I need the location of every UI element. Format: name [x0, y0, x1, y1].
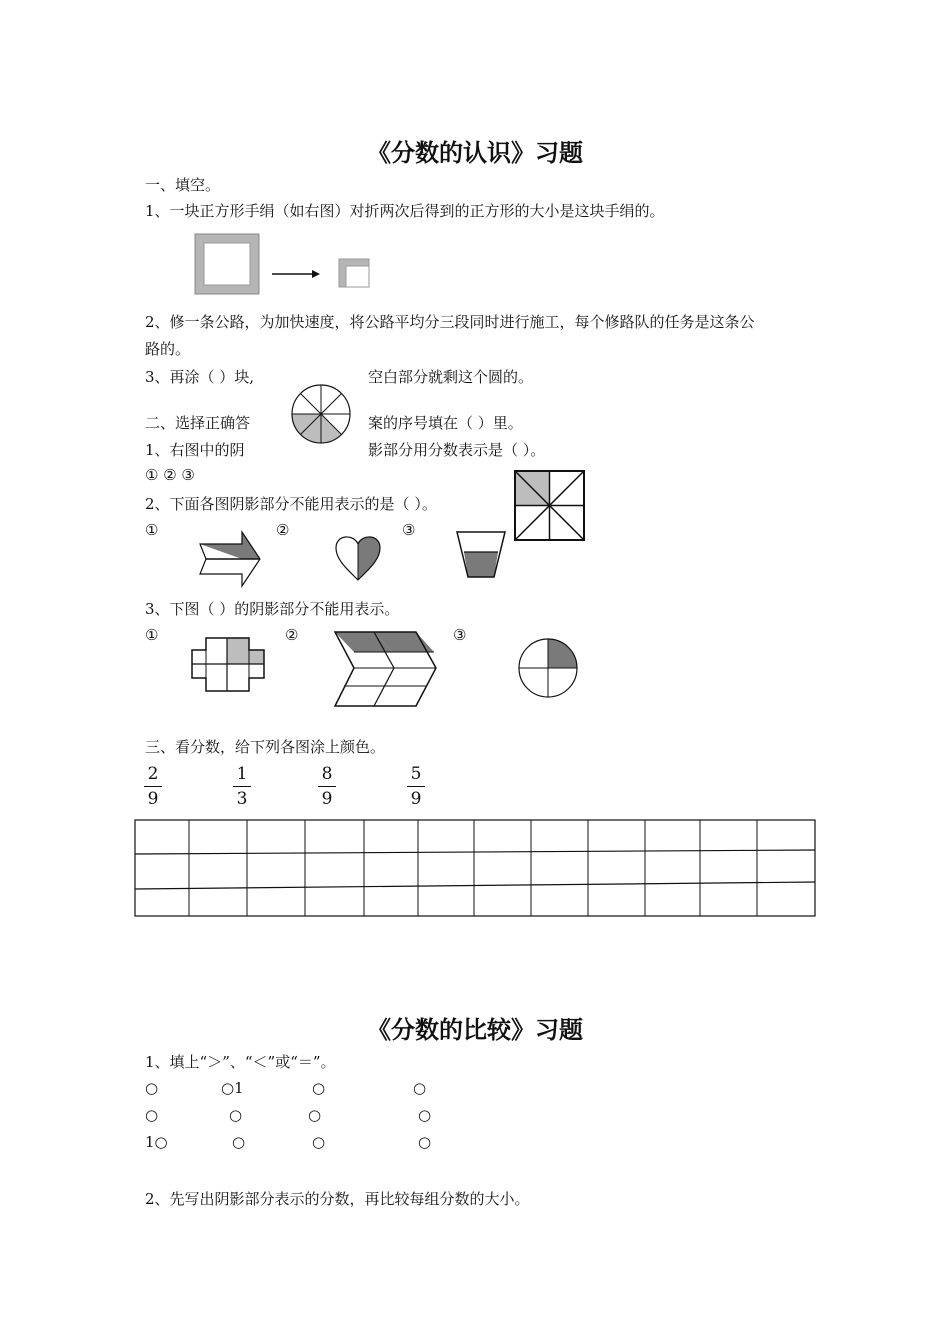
cup-figure — [455, 530, 507, 580]
fraction-2-numerator: 1 — [236, 764, 248, 784]
part2-q3-label-1: ① — [145, 626, 159, 644]
part2-q2-label-1: ① — [145, 521, 159, 539]
section2-title: 《分数的比较》习题 — [367, 1015, 583, 1044]
heart-figure — [334, 532, 384, 584]
part2-question-2: 2、下面各图阴影部分不能用表示的是（ ）。 — [145, 495, 437, 513]
compare-r2-c2[interactable]: ○ — [229, 1106, 243, 1124]
part2-q2-label-2: ② — [276, 521, 290, 539]
compare-r3-c2[interactable]: ○ — [232, 1133, 246, 1151]
part2-q3-label-2: ② — [285, 626, 299, 644]
fraction-1-numerator: 2 — [147, 764, 159, 784]
fraction-4 — [405, 763, 427, 810]
compare-r2-c4[interactable]: ○ — [418, 1106, 432, 1124]
fraction-2-denominator: 3 — [236, 789, 248, 809]
fraction-3-denominator: 9 — [321, 789, 333, 809]
cross-shape-figure — [190, 636, 266, 694]
part1-heading: 一、填空。 — [145, 176, 221, 194]
compare-r3-c4[interactable]: ○ — [418, 1133, 432, 1151]
part1-question-3-right: 空白部分就剩这个圆的。 — [368, 368, 534, 386]
compare-r1-c1[interactable]: ○ — [145, 1079, 159, 1097]
compare-r2-c1[interactable]: ○ — [145, 1106, 159, 1124]
section2-question-2: 2、先写出阴影部分表示的分数，再比较每组分数的大小。 — [145, 1190, 530, 1208]
part1-question-1: 1、一块正方形手绢（如右图）对折两次后得到的正方形的大小是这块手绢的。 — [145, 202, 665, 220]
fraction-4-numerator: 5 — [410, 764, 422, 784]
handkerchief-figure — [194, 233, 374, 297]
compare-r2-c3[interactable]: ○ — [308, 1106, 322, 1124]
circle-quarters-figure — [518, 638, 580, 700]
part2-question-3: 3、下图（ ）的阴影部分不能用表示。 — [145, 600, 400, 618]
fraction-1 — [142, 763, 164, 810]
square-eighths-figure — [514, 470, 586, 542]
circle-eighths-figure — [292, 385, 352, 445]
arrow-shape-figure — [198, 530, 264, 590]
part2-heading-right: 案的序号填在（ ）里。 — [368, 414, 523, 432]
compare-r3-c1[interactable]: 1○ — [145, 1133, 168, 1151]
part2-q2-label-3: ③ — [402, 521, 416, 539]
part2-heading-left: 二、选择正确答 — [145, 414, 251, 432]
fraction-4-denominator: 9 — [410, 789, 422, 809]
part1-question-2-line1: 2、修一条公路，为加快速度，将公路平均分三段同时进行施工，每个修路队的任务是这条公 — [145, 313, 755, 331]
fraction-1-denominator: 9 — [147, 789, 159, 809]
coloring-grid[interactable] — [134, 819, 818, 919]
part2-question-1-left: 1、右图中的阴 — [145, 441, 245, 459]
compare-r1-c4[interactable]: ○ — [413, 1079, 427, 1097]
part1-question-2-line2: 路的。 — [145, 340, 191, 358]
part2-question-1-right: 影部分用分数表示是（ ）。 — [368, 441, 546, 459]
chevron-figure — [332, 630, 440, 710]
part3-heading: 三、看分数，给下列各图涂上颜色。 — [145, 738, 386, 756]
compare-r3-c3[interactable]: ○ — [312, 1133, 326, 1151]
part2-question-1-options: ① ② ③ — [145, 466, 195, 484]
part1-question-3-left: 3、再涂（ ）块, — [145, 368, 255, 386]
compare-r1-c3[interactable]: ○ — [312, 1079, 326, 1097]
fraction-2 — [231, 763, 253, 810]
fraction-3-numerator: 8 — [321, 764, 333, 784]
section2-question-1: 1、填上“＞”、“＜”或“＝”。 — [145, 1053, 336, 1071]
compare-r1-c2[interactable]: ○1 — [221, 1079, 244, 1097]
fraction-3 — [316, 763, 338, 810]
page-title: 《分数的认识》习题 — [367, 138, 583, 167]
part2-q3-label-3: ③ — [453, 626, 467, 644]
